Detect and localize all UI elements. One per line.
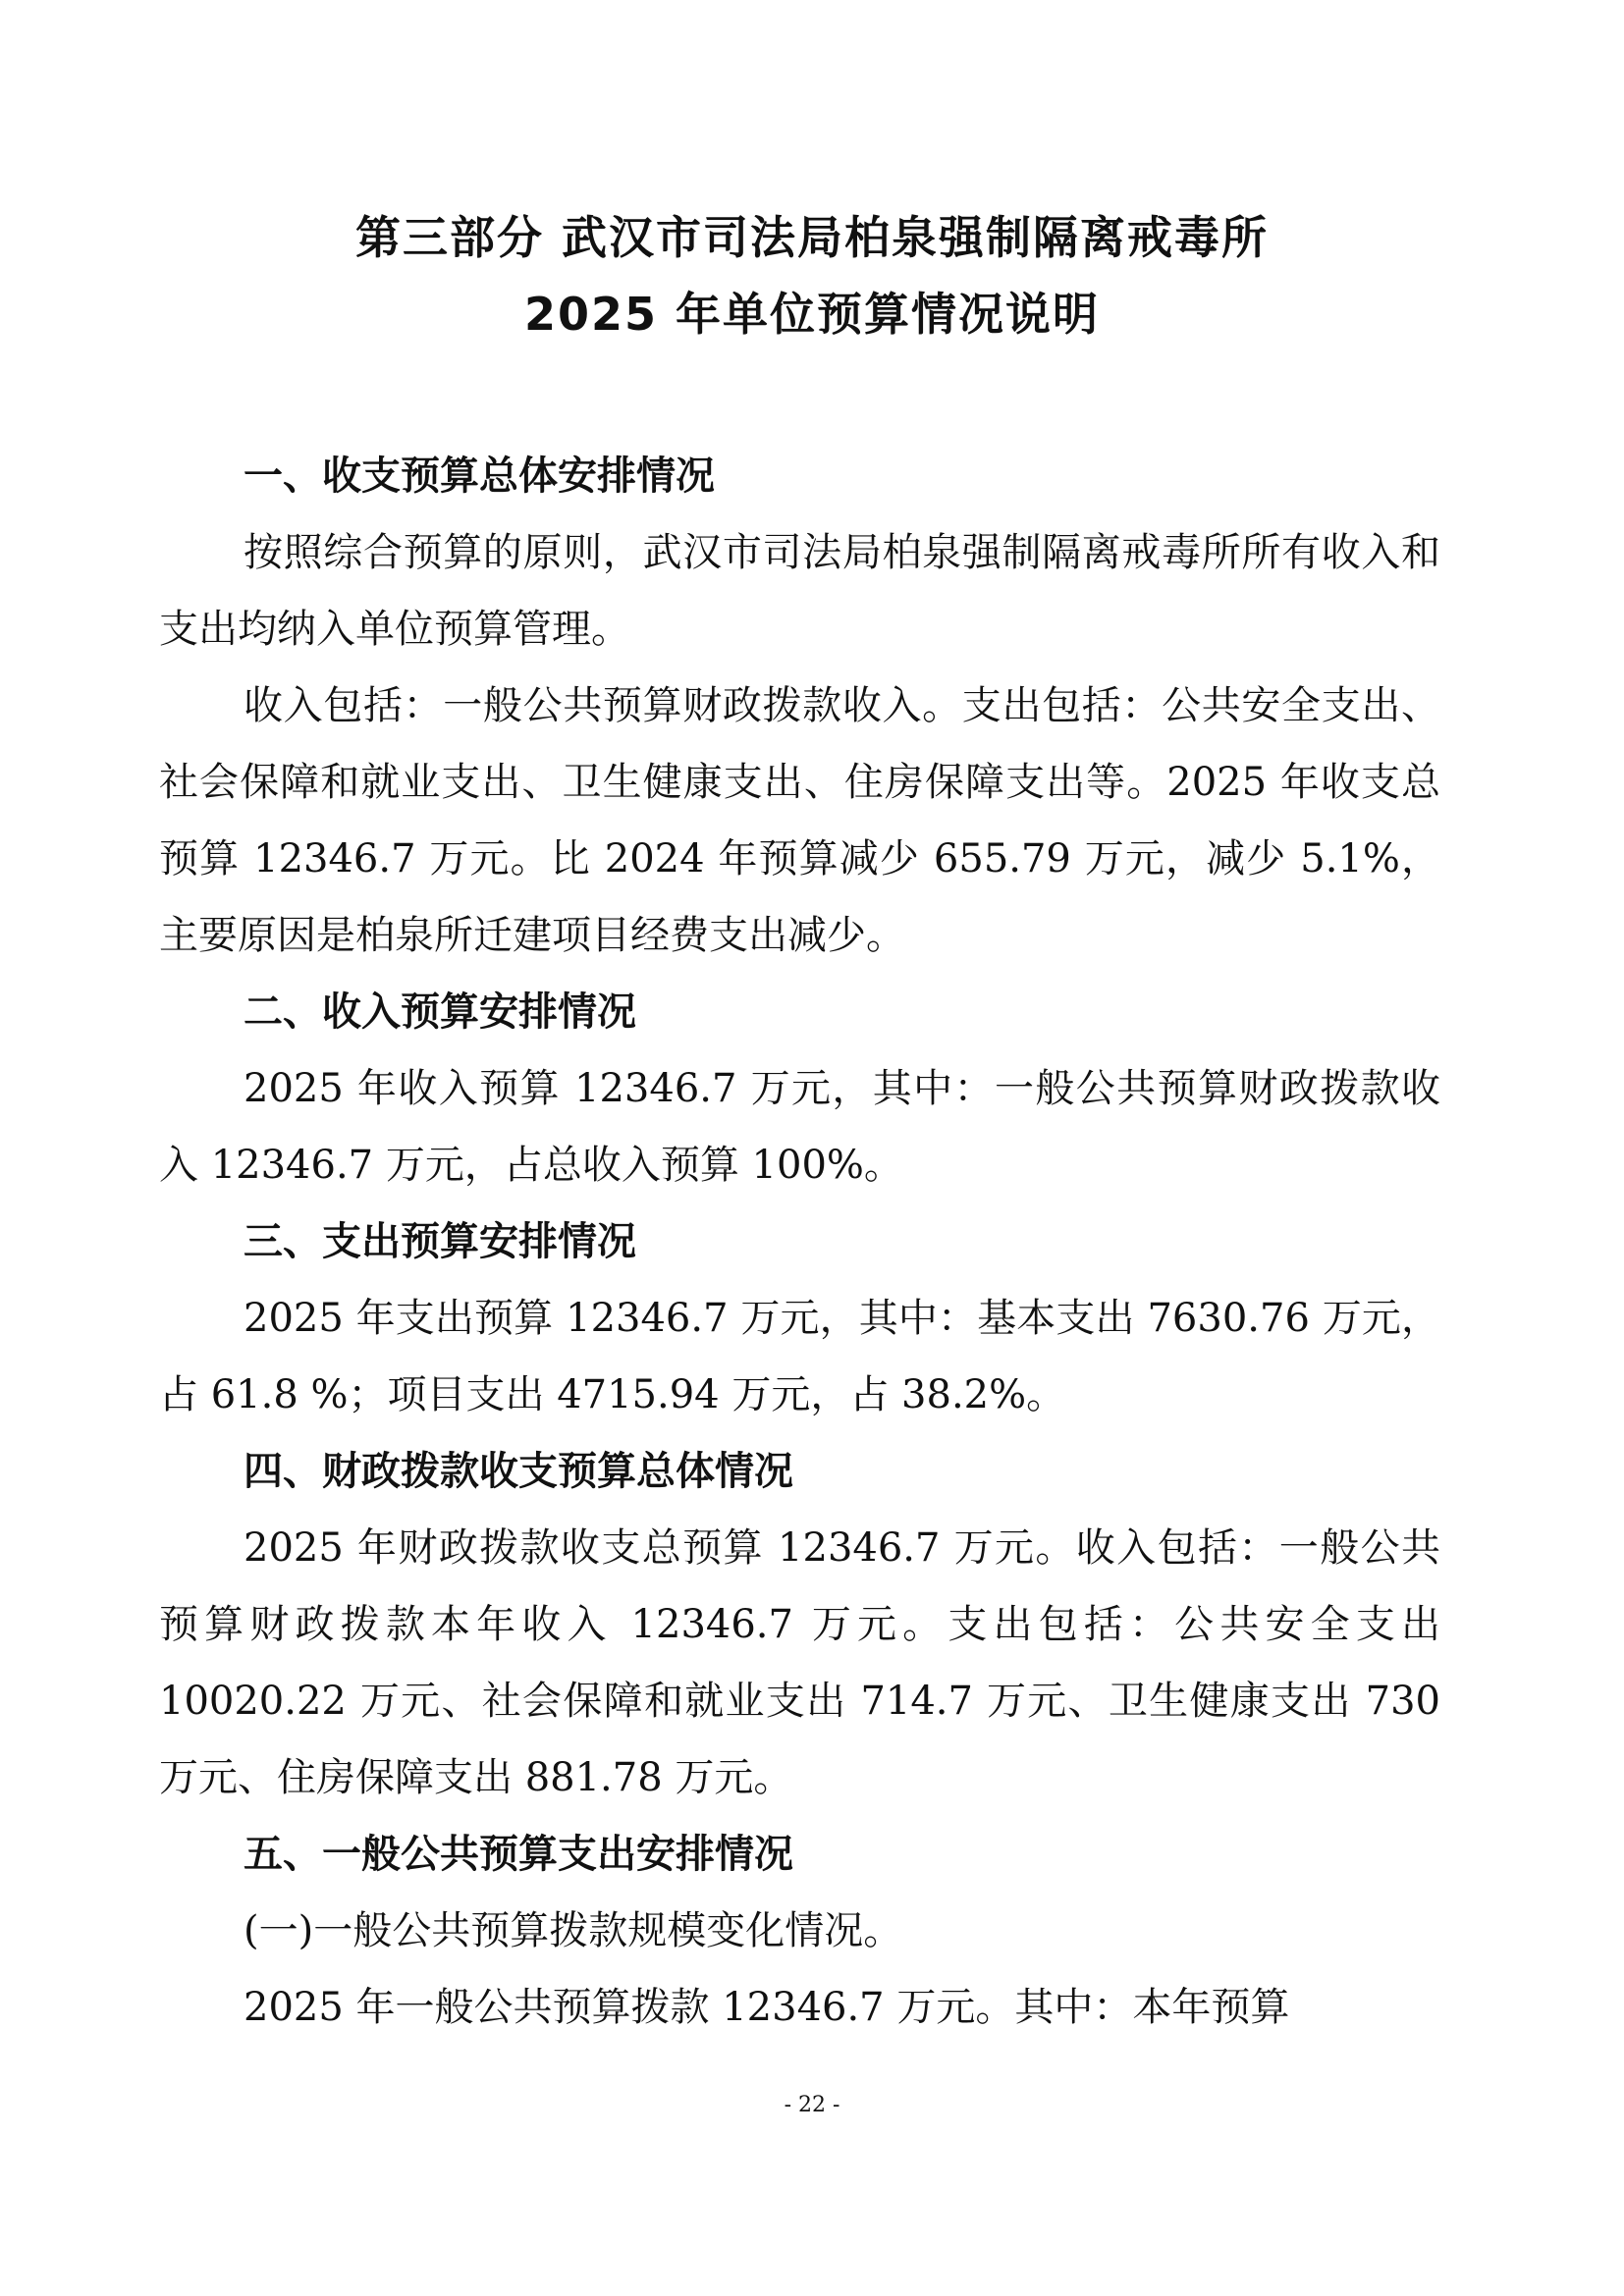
page-number: - 22 - [784, 2093, 840, 2117]
paragraph: (一)一般公共预算拨款规模变化情况。 [244, 1908, 903, 1953]
section-heading-1: 一、收支预算总体安排情况 [244, 454, 715, 499]
section-heading-4: 四、财政拨款收支预算总体情况 [244, 1449, 793, 1494]
section-heading-5: 五、一般公共预算支出安排情况 [244, 1832, 793, 1877]
paragraph: 2025 年收入预算 12346.7 万元，其中：一般公共预算财政拨款收入 12346.7 万元，占总收入预算 100%。 [159, 1066, 1440, 1188]
document-title-line-1: 第三部分 武汉市司法局柏泉强制隔离戒毒所 [354, 211, 1269, 264]
document-body [159, 438, 1440, 2046]
section-heading-3: 三、支出预算安排情况 [244, 1219, 636, 1264]
section-heading-2: 二、收入预算安排情况 [244, 989, 636, 1035]
paragraph: 收入包括：一般公共预算财政拨款收入。支出包括：公共安全支出、社会保障和就业支出、卫生健康支出、住房保障支出等。2025 年收支总预算 12346.7 万元。比 2024 年预算减少 655.79 万元，减少 5.1%，主要原因是柏泉所迁建项目经费支出减少。 [159, 683, 1440, 958]
paragraph: 2025 年一般公共预算拨款 12346.7 万元。其中：本年预算 [244, 1985, 1290, 2030]
paragraph: 2025 年支出预算 12346.7 万元，其中：基本支出 7630.76 万元，占 61.8 %；项目支出 4715.94 万元，占 38.2%。 [159, 1296, 1440, 1417]
document-title-line-2: 2025 年单位预算情况说明 [523, 288, 1101, 341]
paragraph: 按照综合预算的原则，武汉市司法局柏泉强制隔离戒毒所所有收入和支出均纳入单位预算管理。 [159, 530, 1440, 652]
paragraph: 2025 年财政拨款收支总预算 12346.7 万元。收入包括：一般公共预算财政拨款本年收入 12346.7 万元。支出包括：公共安全支出 10020.22 万元、社会保障和就业支出 714.7 万元、卫生健康支出 730 万元、住房保障支出 881.78 万元。 [159, 1525, 1440, 1800]
